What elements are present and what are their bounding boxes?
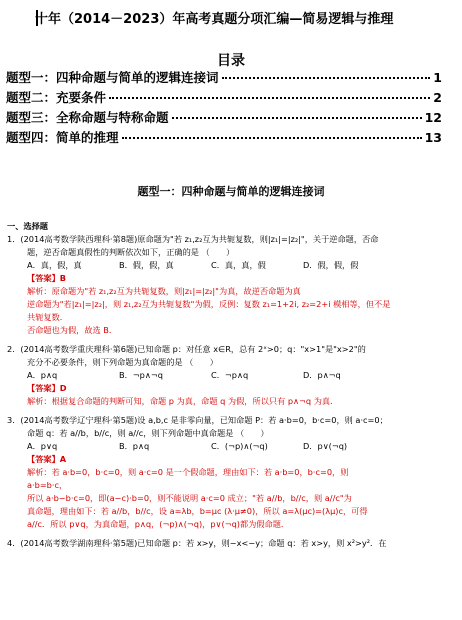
toc-heading: 目录 (217, 53, 245, 69)
toc-entry-page: 12 (424, 110, 442, 125)
toc-entry-label: 题型二：充要条件 (6, 90, 107, 105)
toc-entry-page: 1 (433, 70, 442, 85)
toc-entry-label: 题型四：简单的推理 (6, 130, 119, 145)
q2-stem-line-2: 充分不必要条件，则下列命题为真命题的是 （ ） (27, 357, 218, 367)
q1-options (7, 259, 452, 272)
q3-analysis-line: 所以 a·b−b·c=0，即(a−c)·b=0，则不能说明 a·c=0 成立；"若 a//b，b//c，则 a//c"为 (27, 493, 352, 503)
q2-answer: 【答案】D (27, 383, 67, 393)
q3-analysis-line: 真命题，理由如下：若 a//b，b//c，设 a=λb，b=μc (λ·μ≠0)，所以 a=λ(μc)=(λμ)c，可得 (27, 506, 368, 516)
option-c: C．真，真，假 (211, 260, 266, 270)
toc-leader (222, 77, 431, 79)
option-d: D．p∨(¬q) (303, 441, 348, 451)
option-a: A．p∨q (27, 441, 58, 451)
q1-analysis-line: 解析：原命题为"若 z₁,z₂互为共轭复数，则|z₁|=|z₂|"为真，故逆否命题为真 (27, 286, 301, 296)
toc-entry-page: 13 (424, 130, 442, 145)
table-of-contents (6, 68, 442, 148)
q3-analysis-line: a//c．所以 p∨q，为真命题，p∧q，(¬p)∧(¬q)，p∨(¬q)都为假命题． (27, 519, 290, 529)
q3-options (7, 440, 452, 453)
q2-options (7, 369, 452, 382)
q2-stem-line-1: 2．(2014高考数学重庆理科·第6题)已知命题 p：对任意 x∈R，总有 2ˣ>0；q："x>1"是"x>2"的 (7, 344, 366, 354)
option-a: A．真，假，真 (27, 260, 82, 270)
toc-entry-label: 题型一：四种命题与简单的逻辑连接词 (6, 70, 219, 85)
section-title: 题型一：四种命题与简单的逻辑连接词 (137, 185, 325, 198)
q3-analysis-line: 解析：若 a·b=0，b·c=0，则 a·c=0 是一个假命题，理由如下：若 a·b=0，b·c=0，则 (27, 467, 349, 477)
document-title: 十年（2014－2023）年高考真题分项汇编—简易逻辑与推理 (35, 12, 394, 27)
questions-body (7, 220, 452, 550)
toc-leader (109, 97, 430, 99)
toc-leader (122, 137, 422, 139)
option-d: D．p∧¬q (303, 370, 341, 380)
option-c: C．¬p∧q (211, 370, 249, 380)
option-c: C．(¬p)∧(¬q) (211, 441, 268, 451)
q1-answer: 【答案】B (27, 273, 66, 283)
option-a: A．p∧q (27, 370, 58, 380)
option-b: B．p∧q (119, 441, 150, 451)
q1-stem-line-2: 题，逆否命题真假性的判断依次如下，正确的是 （ ） (27, 247, 235, 257)
q1-stem-line-1: 1．(2014高考数学陕西理科·第8题)原命题为"若 z₁,z₂互为共轭复数，则|z₁|=|z₂|"，关于逆命题，否命 (7, 234, 379, 244)
toc-entry-4[interactable] (6, 128, 442, 148)
q3-analysis-line: a·b=b·c， (27, 480, 68, 490)
option-b: B．¬p∧¬q (119, 370, 163, 380)
toc-entry-3[interactable] (6, 108, 442, 128)
q3-stem-line-2: 命题 q：若 a//b，b//c，则 a//c，则下列命题中真命题是 （ ） (27, 428, 269, 438)
toc-entry-2[interactable] (6, 88, 442, 108)
toc-entry-page: 2 (433, 90, 442, 105)
option-d: D．假，假，假 (303, 260, 359, 270)
q3-stem-line-1: 3．(2014高考数学辽宁理科·第5题)设 a,b,c 是非零向量，已知命题 P：若 a·b=0，b·c=0，则 a·c=0； (7, 415, 388, 425)
q1-analysis-line: 否命题也为假，故选 B． (27, 325, 118, 335)
q1-analysis-line: 逆命题为"若|z₁|=|z₂|，则 z₁,z₂互为共轭复数"为假，反例：复数 z₁=1+2i, z₂=2+i 模相等，但不是 (27, 299, 391, 309)
option-b: B．假，假，真 (119, 260, 174, 270)
q4-stem-line-1: 4．(2014高考数学湖南理科·第5题)已知命题 p：若 x>y，则−x<−y；命题 q：若 x>y，则 x²>y²．在 (7, 538, 387, 548)
q1-analysis-line: 共轭复数． (27, 312, 68, 322)
toc-leader (172, 117, 422, 119)
q2-analysis-line: 解析：根据复合命题的判断可知，命题 p 为真，命题 q 为假，所以只有 p∧¬q 为真． (27, 396, 339, 406)
part-heading: 一、选择题 (7, 221, 48, 231)
toc-entry-label: 题型三：全称命题与特称命题 (6, 110, 169, 125)
toc-entry-1[interactable] (6, 68, 442, 88)
q3-answer: 【答案】A (27, 454, 67, 464)
